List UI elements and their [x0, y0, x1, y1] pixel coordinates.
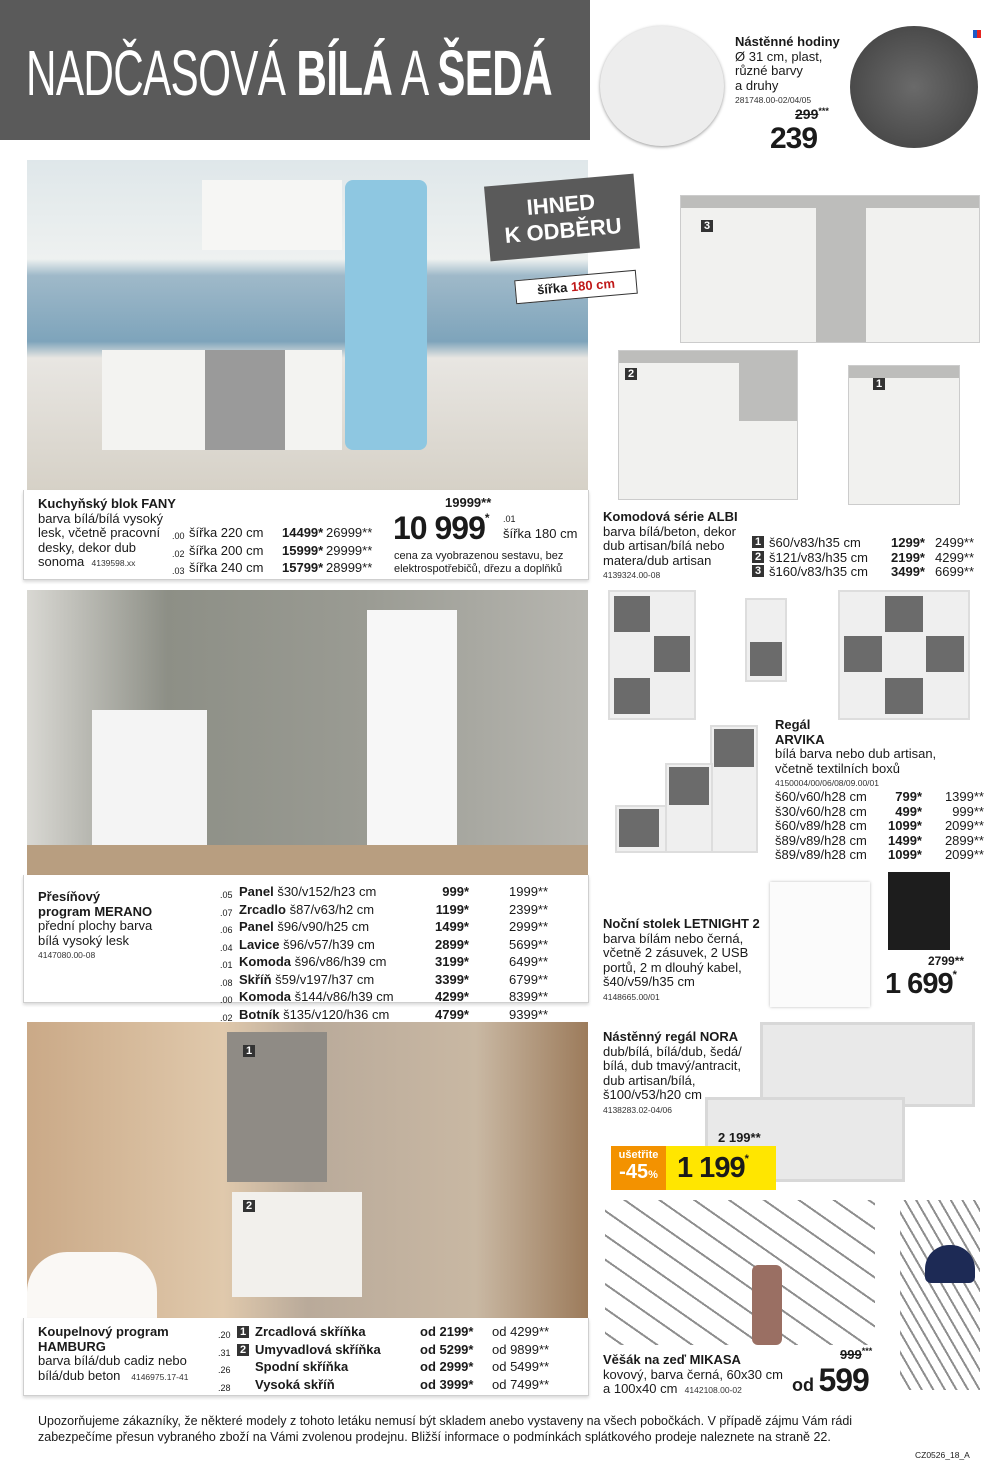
hamburg-item-row: .28 Vysoká skříň od 3999* od 7499** [218, 1376, 550, 1393]
photo-label: 1 [873, 378, 885, 390]
bathroom-photo [27, 1022, 588, 1318]
merano-desc: Přesíňový program MERANO přední plochy barva bílá vysoký lesk 4147080.00-08 [38, 889, 153, 960]
merano-item-row: .07 Zrcadlo š87/v63/h2 cm 1199* 2399** [220, 901, 549, 918]
merano-item-row: .01 Komoda š96/v86/h39 cm 3199* 6499** [220, 954, 549, 970]
photo-label: 2 [243, 1200, 255, 1212]
albi-desc: Komodová série ALBI barva bílá/beton, dekor dub artisan/bílá nebo matera/dub artisan 4139324.00-08 [603, 509, 738, 580]
nora-desc: Nástěnný regál NORA dub/bílá, bílá/dub, šedá/ bílá, dub tmavý/antracit, dub artisan/bílá, š100/v53/h20 cm 4138283.02-04/06 [603, 1029, 742, 1115]
mikasa-old-price: 999*** [840, 1346, 873, 1362]
kitchen-price: 10 999* [393, 510, 489, 546]
variant-row: .02 šířka 200 cm 15999* 29999** [172, 542, 373, 559]
merano-item-row: .02 Botník š135/v120/h36 cm 4799* 9399** [220, 1006, 549, 1023]
variant-row: 1 š60/v83/h35 cm 1299* 2499** [752, 536, 974, 551]
hamburg-item-row: .31 2 Umyvadlová skříňka od 5299* od 9899** [218, 1341, 550, 1358]
albi-dresser-photo [618, 350, 798, 500]
albi-variants [752, 536, 974, 580]
variant-row: .00 šířka 220 cm 14499* 26999** [172, 525, 373, 541]
arvika-variant-row: š60/v89/h28 cm 1099* 2099** [775, 818, 984, 833]
hallway-photo [27, 590, 588, 875]
albi-dresser-photo [848, 365, 960, 505]
letnight-old-price: 2799** [928, 954, 965, 968]
letnight-price: 1 699* [885, 968, 956, 1000]
clock-old-price: 299*** [795, 106, 829, 122]
discount-badge: ušetřite -45% [611, 1146, 666, 1190]
hamburg-desc: Koupelnový program HAMBURG barva bílá/dub cadiz nebo bílá/dub beton 4146975.17-41 [38, 1324, 189, 1383]
arvika-variant-row: š60/v60/h28 cm 799* 1399** [775, 789, 984, 804]
arvika-shelf-photo [838, 590, 970, 720]
color-logo-icon [973, 30, 981, 38]
kitchen-variants [172, 526, 372, 579]
merano-item-row: .06 Panel š96/v90/h25 cm 1499* 2999** [220, 919, 549, 935]
merano-item-row: .08 Skříň š59/v197/h37 cm 3399* 6799** [220, 971, 549, 988]
kitchen-old-price: 19999** [445, 495, 492, 510]
merano-item-row: .05 Panel š30/v152/h23 cm 999* 1999** [220, 884, 549, 900]
hamburg-items [218, 1324, 550, 1395]
footer-disclaimer: Upozorňujeme zákazníky, že některé modely z tohoto letáku nemusí být skladem anebo vystaveny na všech pobočkách. V případě zájmu Vám rádi zabezpečíme přesun vybraného zboží na Vámi zvolenou prodejnu. Bližší informace o podmínkách splátkového prodeje naleznete na straně 22. [38, 1414, 853, 1444]
arvika-shelf-photo [608, 590, 696, 720]
white-nightstand-photo [770, 882, 870, 1007]
photo-label: 2 [625, 368, 637, 380]
width-badge: šířka 180 cm [514, 270, 638, 305]
arvika-variant-row: š30/v60/h28 cm 499* 999** [775, 803, 984, 819]
mikasa-desc: Věšák na zeď MIKASA kovový, barva černá, 60x30 cm a 100x40 cm 4142108.00-02 [603, 1352, 783, 1396]
variant-row: 3 š160/v83/h35 cm 3499* 6699** [752, 565, 974, 580]
variant-row: 2 š121/v83/h35 cm 2199* 4299** [752, 551, 974, 566]
merano-items [220, 885, 548, 1025]
nora-price: 1 199* [677, 1152, 748, 1184]
cap-photo [925, 1245, 975, 1283]
mikasa-price: od 599 [792, 1362, 869, 1398]
arvika-stair-shelf-photo [615, 725, 765, 855]
clock-info: Nástěnné hodiny Ø 31 cm, plast, různé barvy a druhy 281748.00-02/04/05 [735, 34, 840, 105]
arvika-variant-row: š89/v89/h28 cm 1099* 2099** [775, 847, 984, 862]
variant-row: .03 šířka 240 cm 15799* 28999** [172, 560, 373, 576]
white-clock-photo [600, 26, 724, 146]
kitchen-main-variant: .01 šířka 180 cm [503, 514, 578, 541]
page-code: CZ0526_18_A [915, 1450, 970, 1460]
arvika-variant-row: š89/v89/h28 cm 1499* 2899** [775, 832, 984, 848]
albi-dresser-photo [680, 195, 980, 343]
page-title: NADČASOVÁ BÍLÁ A ŠEDÁ [26, 37, 552, 109]
mikasa-coat-rack-photo [605, 1200, 875, 1345]
page-header [0, 0, 590, 140]
photo-label: 3 [701, 220, 713, 232]
letnight-desc: Noční stolek LETNIGHT 2 barva bílám nebo černá, včetně 2 zásuvek, 2 USB portů, 2 m dlouhý kabel, š40/v59/h35 cm 4148665.00/01 [603, 916, 760, 1002]
nora-old-price: 2 199** [718, 1130, 761, 1145]
availability-badge: IHNED K ODBĚRU [484, 174, 640, 262]
arvika-shelf-photo [745, 598, 787, 682]
photo-label: 1 [243, 1045, 255, 1057]
merano-item-row: .00 Komoda š144/v86/h39 cm 4299* 8399** [220, 989, 549, 1005]
mikasa-rack-with-cap-photo [900, 1200, 980, 1390]
arvika-desc: Regál ARVIKA bílá barva nebo dub artisan, včetně textilních boxů 4150004/00/06/08/09.00/01 [775, 717, 937, 788]
merano-item-row: .04 Lavice š96/v57/h39 cm 2899* 5699** [220, 936, 549, 953]
gray-clock-photo [850, 26, 978, 148]
arvika-variants [775, 790, 984, 863]
coat-photo [752, 1265, 782, 1345]
kitchen-note: cena za vyobrazenou sestavu, bez elektrospotřebičů, dřezu a doplňků [394, 550, 564, 575]
black-nightstand-photo [888, 872, 950, 950]
kitchen-desc: Kuchyňský blok FANY barva bílá/bílá vysoký lesk, včetně pracovní desky, dekor dub sonoma 4139598.xx [38, 496, 176, 569]
clock-price: 239 [770, 122, 818, 155]
hamburg-item-row: .26 Spodní skříňka od 2999* od 5499** [218, 1359, 550, 1375]
hamburg-item-row: .20 1 Zrcadlová skříňka od 2199* od 4299** [218, 1324, 550, 1340]
